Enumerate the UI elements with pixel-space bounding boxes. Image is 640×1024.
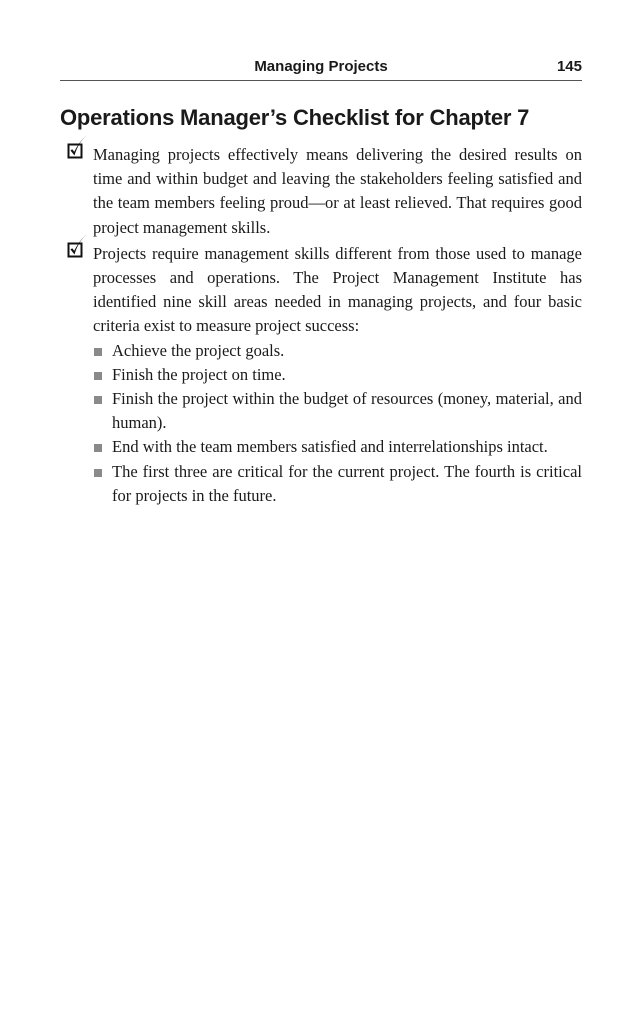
list-item [93, 435, 582, 459]
square-bullet-icon [94, 348, 102, 356]
running-title: Managing Projects [254, 58, 388, 75]
checklist [60, 143, 582, 508]
checked-box-icon [67, 233, 89, 263]
checklist-item-text: Projects require management skills different from those used to manage processes and operations. The Project Management Institute has identified nine skill areas needed in managing projects, and four basic criteria exist to measure project success: [93, 243, 582, 336]
checklist-item [60, 242, 582, 508]
page-number: 145 [556, 58, 582, 75]
list-item-text: Achieve the project goals. [112, 340, 285, 360]
square-bullet-icon [94, 372, 102, 380]
list-item [93, 363, 582, 387]
square-bullet-icon [94, 444, 102, 452]
list-item [93, 339, 582, 363]
list-item-text: The first three are critical for the current project. The fourth is critical for projects in the future. [112, 461, 582, 505]
list-item-text: End with the team members satisfied and interrelationships intact. [112, 437, 548, 457]
list-item-text: Finish the project within the budget of resources (money, material, and human). [112, 389, 582, 433]
list-item-text: Finish the project on time. [112, 364, 286, 384]
running-header [60, 0, 582, 81]
checked-box-icon [67, 134, 89, 164]
list-item [93, 460, 582, 508]
checklist-item [60, 143, 582, 240]
criteria-list [93, 339, 582, 508]
square-bullet-icon [94, 469, 102, 477]
checklist-item-text: Managing projects effectively means delivering the desired results on time and within budget and leaving the stakeholders feeling satisfied and the team members feeling proud—or at least relieved. That requires good project management skills. [93, 145, 582, 237]
list-item [93, 387, 582, 435]
book-page [60, 0, 582, 508]
checklist-heading: Operations Manager’s Checklist for Chapter 7 [60, 105, 530, 130]
square-bullet-icon [94, 396, 102, 404]
